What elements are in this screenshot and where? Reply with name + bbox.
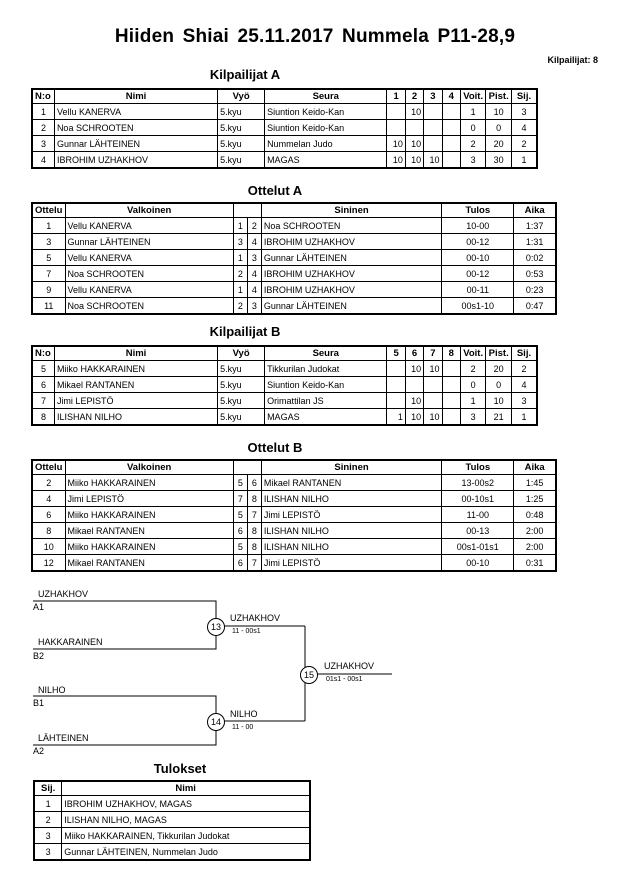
- match-time: 1:45: [514, 475, 556, 491]
- competitor-number: 6: [32, 377, 54, 393]
- wins-count: 3: [460, 409, 486, 426]
- wins-count: 0: [460, 120, 486, 136]
- placing: 1: [511, 409, 537, 426]
- col-r7: 7: [424, 346, 442, 361]
- blue-competitor: Gunnar LÄHTEINEN: [261, 298, 441, 315]
- col-no: N:o: [32, 89, 54, 104]
- final-place: 1: [34, 796, 62, 812]
- points-total: 10: [486, 104, 512, 120]
- match-number: 3: [32, 234, 65, 250]
- match-time: 1:25: [514, 491, 556, 507]
- blue-competitor: IBROHIM UZHAKHOV: [261, 282, 441, 298]
- blue-competitor: Mikael RANTANEN: [261, 475, 441, 491]
- competitor-name: Noa SCHROOTEN: [54, 120, 217, 136]
- points-total: 30: [486, 152, 512, 169]
- col-name: Nimi: [54, 346, 217, 361]
- match-result: 00s1-10: [442, 298, 514, 315]
- round-score: 10: [405, 152, 423, 169]
- match-time: 1:37: [514, 218, 556, 234]
- col-belt: Vyö: [218, 346, 265, 361]
- col-place: Sij.: [511, 89, 537, 104]
- col-name: Nimi: [62, 781, 310, 796]
- match-number: 11: [32, 298, 65, 315]
- round-score: 10: [405, 136, 423, 152]
- col-r8: 8: [442, 346, 460, 361]
- match-result: 00-12: [442, 234, 514, 250]
- col-result: Tulos: [442, 460, 514, 475]
- white-number: 5: [233, 507, 247, 523]
- white-number: 7: [233, 491, 247, 507]
- placing: 2: [511, 136, 537, 152]
- competitor-belt: 5.kyu: [218, 136, 265, 152]
- round-score: 10: [387, 136, 405, 152]
- white-competitor: Noa SCHROOTEN: [65, 298, 233, 315]
- col-points: Pist.: [486, 89, 512, 104]
- blue-number: 7: [247, 555, 261, 572]
- blue-number: 4: [247, 266, 261, 282]
- sf1-bottom-name: HAKKARAINEN: [38, 637, 103, 647]
- match-time: 0:31: [514, 555, 556, 572]
- col-time: Aika: [514, 460, 556, 475]
- col-points: Pist.: [486, 346, 512, 361]
- col-wins: Voit.: [460, 346, 486, 361]
- table-row: [34, 828, 310, 844]
- match-result: 13-00s2: [442, 475, 514, 491]
- match-time: 2:00: [514, 539, 556, 555]
- col-r3: 3: [424, 89, 442, 104]
- points-total: 0: [486, 377, 512, 393]
- sf1-score: 11 - 00s1: [232, 628, 261, 635]
- competitor-name: Vellu KANERVA: [54, 104, 217, 120]
- match-result: 00-13: [442, 523, 514, 539]
- col-r1: 1: [387, 89, 405, 104]
- competitor-name: Mikael RANTANEN: [54, 377, 217, 393]
- blue-competitor: IBROHIM UZHAKHOV: [261, 234, 441, 250]
- placing: 2: [511, 361, 537, 377]
- white-competitor: Jimi LEPISTÖ: [65, 491, 233, 507]
- match-number: 8: [32, 523, 65, 539]
- competitor-number: 5: [32, 361, 54, 377]
- col-time: Aika: [514, 203, 556, 218]
- blue-number: 4: [247, 282, 261, 298]
- sf2-bottom-seed: A2: [33, 746, 45, 756]
- competitor-club: Nummelan Judo: [265, 136, 387, 152]
- col-place: Sij.: [34, 781, 62, 796]
- round-score: 10: [424, 361, 442, 377]
- match-number: 4: [32, 491, 65, 507]
- sf2-top-seed: B1: [33, 698, 45, 708]
- match-number: 6: [32, 507, 65, 523]
- competitor-number: 2: [32, 120, 54, 136]
- competitor-name: ILISHAN NILHO: [54, 409, 217, 426]
- white-number: 2: [233, 266, 247, 282]
- final-place: 3: [34, 844, 62, 861]
- blue-number: 4: [247, 234, 261, 250]
- match-result: 11-00: [442, 507, 514, 523]
- blue-competitor: ILISHAN NILHO: [261, 539, 441, 555]
- competitor-name: Gunnar LÄHTEINEN: [54, 136, 217, 152]
- white-number: 1: [233, 250, 247, 266]
- col-place: Sij.: [511, 346, 537, 361]
- col-r4: 4: [442, 89, 460, 104]
- table-row: [34, 796, 310, 812]
- white-competitor: Gunnar LÄHTEINEN: [65, 234, 233, 250]
- placing: 4: [511, 120, 537, 136]
- competitor-club: Siuntion Keido-Kan: [265, 377, 387, 393]
- round-score: 10: [387, 152, 405, 169]
- round-score: 10: [405, 361, 423, 377]
- match-time: 0:23: [514, 282, 556, 298]
- match-time: 0:02: [514, 250, 556, 266]
- placing: 3: [511, 104, 537, 120]
- white-competitor: Miiko HAKKARAINEN: [65, 507, 233, 523]
- wins-count: 3: [460, 152, 486, 169]
- col-match: Ottelu: [32, 203, 65, 218]
- match-result: 00s1-01s1: [442, 539, 514, 555]
- final-place: 2: [34, 812, 62, 828]
- sf1-match-node: 13: [207, 618, 225, 636]
- wins-count: 1: [460, 104, 486, 120]
- col-wins: Voit.: [460, 89, 486, 104]
- competitor-belt: 5.kyu: [218, 152, 265, 169]
- blue-competitor: ILISHAN NILHO: [261, 491, 441, 507]
- round-score: 10: [424, 409, 442, 426]
- col-name: Nimi: [54, 89, 217, 104]
- blue-number: 2: [247, 218, 261, 234]
- match-result: 00-10s1: [442, 491, 514, 507]
- competitor-club: Tikkurilan Judokat: [265, 361, 387, 377]
- wins-count: 2: [460, 136, 486, 152]
- competitor-club: MAGAS: [265, 152, 387, 169]
- white-number: 5: [233, 475, 247, 491]
- competitor-belt: 5.kyu: [218, 409, 265, 426]
- blue-number: 7: [247, 507, 261, 523]
- col-r6: 6: [405, 346, 423, 361]
- blue-competitor: IBROHIM UZHAKHOV: [261, 266, 441, 282]
- col-r5: 5: [387, 346, 405, 361]
- match-result: 00-10: [442, 250, 514, 266]
- sf2-match-node: 14: [207, 713, 225, 731]
- white-number: 3: [233, 234, 247, 250]
- pool-a-heading: Kilpailijat A: [209, 67, 281, 82]
- col-club: Seura: [265, 346, 387, 361]
- col-r2: 2: [405, 89, 423, 104]
- points-total: 20: [486, 361, 512, 377]
- white-number: 2: [233, 298, 247, 315]
- round-score: 10: [405, 104, 423, 120]
- final-winner: UZHAKHOV: [324, 661, 375, 671]
- points-total: 0: [486, 120, 512, 136]
- competitor-number: 7: [32, 393, 54, 409]
- match-number: 1: [32, 218, 65, 234]
- results-heading: Tulokset: [153, 761, 207, 776]
- col-match: Ottelu: [32, 460, 65, 475]
- white-number: 6: [233, 555, 247, 572]
- competitor-name: Jimi LEPISTÖ: [54, 393, 217, 409]
- col-white: Valkoinen: [65, 460, 233, 475]
- white-competitor: Vellu KANERVA: [65, 250, 233, 266]
- final-name: Miiko HAKKARAINEN, Tikkurilan Judokat: [62, 828, 310, 844]
- match-result: 00-12: [442, 266, 514, 282]
- wins-count: 2: [460, 361, 486, 377]
- points-total: 20: [486, 136, 512, 152]
- blue-number: 3: [247, 250, 261, 266]
- col-no: N:o: [32, 346, 54, 361]
- col-result: Tulos: [442, 203, 514, 218]
- white-number: 1: [233, 218, 247, 234]
- page-title: Hiiden Shiai 25.11.2017 Nummela P11-28,9: [114, 26, 516, 47]
- sf2-winner: NILHO: [230, 709, 258, 719]
- white-competitor: Miiko HAKKARAINEN: [65, 475, 233, 491]
- competitor-club: Siuntion Keido-Kan: [265, 104, 387, 120]
- wins-count: 1: [460, 393, 486, 409]
- competitor-club: Orimattilan JS: [265, 393, 387, 409]
- matches-b-heading: Ottelut B: [247, 440, 303, 455]
- match-result: 00-10: [442, 555, 514, 572]
- table-row: [34, 844, 310, 861]
- blue-competitor: Noa SCHROOTEN: [261, 218, 441, 234]
- match-time: 2:00: [514, 523, 556, 539]
- match-number: 7: [32, 266, 65, 282]
- match-number: 5: [32, 250, 65, 266]
- sf1-top-seed: A1: [33, 602, 45, 612]
- white-competitor: Miiko HAKKARAINEN: [65, 539, 233, 555]
- table-row: [34, 812, 310, 828]
- placing: 3: [511, 393, 537, 409]
- match-time: 1:31: [514, 234, 556, 250]
- blue-number: 8: [247, 523, 261, 539]
- results-body: [34, 796, 310, 861]
- white-number: 6: [233, 523, 247, 539]
- competitor-number: 3: [32, 136, 54, 152]
- match-time: 0:48: [514, 507, 556, 523]
- blue-competitor: Jimi LEPISTÖ: [261, 555, 441, 572]
- points-total: 21: [486, 409, 512, 426]
- competitor-club: Siuntion Keido-Kan: [265, 120, 387, 136]
- match-result: 10-00: [442, 218, 514, 234]
- sf1-top-name: UZHAKHOV: [38, 589, 89, 599]
- competitor-belt: 5.kyu: [218, 377, 265, 393]
- blue-competitor: Jimi LEPISTÖ: [261, 507, 441, 523]
- blue-number: 8: [247, 491, 261, 507]
- blue-number: 3: [247, 298, 261, 315]
- col-blue: Sininen: [261, 460, 441, 475]
- match-number: 10: [32, 539, 65, 555]
- sf2-score: 11 - 00: [232, 724, 254, 731]
- pool-b-heading: Kilpailijat B: [209, 324, 281, 339]
- match-result: 00-11: [442, 282, 514, 298]
- white-number: 5: [233, 539, 247, 555]
- match-number: 9: [32, 282, 65, 298]
- competitor-count: Kilpailijat: 8: [547, 55, 598, 65]
- white-competitor: Vellu KANERVA: [65, 218, 233, 234]
- competitor-number: 8: [32, 409, 54, 426]
- blue-competitor: Gunnar LÄHTEINEN: [261, 250, 441, 266]
- match-time: 0:47: [514, 298, 556, 315]
- col-blue: Sininen: [261, 203, 441, 218]
- sf2-bottom-name: LÄHTEINEN: [38, 733, 89, 743]
- match-number: 12: [32, 555, 65, 572]
- white-competitor: Noa SCHROOTEN: [65, 266, 233, 282]
- points-total: 10: [486, 393, 512, 409]
- placing: 4: [511, 377, 537, 393]
- competitor-club: MAGAS: [265, 409, 387, 426]
- round-score: 10: [405, 409, 423, 426]
- final-place: 3: [34, 828, 62, 844]
- placing: 1: [511, 152, 537, 169]
- sf2-top-name: NILHO: [38, 685, 66, 695]
- final-match-node: 15: [300, 666, 318, 684]
- round-score: 10: [405, 393, 423, 409]
- competitor-name: IBROHIM UZHAKHOV: [54, 152, 217, 169]
- blue-competitor: ILISHAN NILHO: [261, 523, 441, 539]
- blue-number: 8: [247, 539, 261, 555]
- final-name: Gunnar LÄHTEINEN, Nummelan Judo: [62, 844, 310, 861]
- competitor-name: Miiko HAKKARAINEN: [54, 361, 217, 377]
- round-score: 10: [424, 152, 442, 169]
- competitor-belt: 5.kyu: [218, 393, 265, 409]
- white-number: 1: [233, 282, 247, 298]
- table-header: [34, 781, 310, 796]
- sf1-winner: UZHAKHOV: [230, 613, 281, 623]
- competitor-belt: 5.kyu: [218, 361, 265, 377]
- blue-number: 6: [247, 475, 261, 491]
- sf1-bottom-seed: B2: [33, 651, 45, 661]
- competitor-number: 4: [32, 152, 54, 169]
- wins-count: 0: [460, 377, 486, 393]
- white-competitor: Mikael RANTANEN: [65, 523, 233, 539]
- white-competitor: Mikael RANTANEN: [65, 555, 233, 572]
- round-score: 1: [387, 409, 405, 426]
- col-club: Seura: [265, 89, 387, 104]
- matches-a-heading: Ottelut A: [247, 183, 303, 198]
- competitor-belt: 5.kyu: [218, 104, 265, 120]
- results-table: [33, 780, 311, 861]
- match-number: 2: [32, 475, 65, 491]
- final-name: ILISHAN NILHO, MAGAS: [62, 812, 310, 828]
- competitor-number: 1: [32, 104, 54, 120]
- final-name: IBROHIM UZHAKHOV, MAGAS: [62, 796, 310, 812]
- col-belt: Vyö: [218, 89, 265, 104]
- match-time: 0:53: [514, 266, 556, 282]
- white-competitor: Vellu KANERVA: [65, 282, 233, 298]
- competitor-belt: 5.kyu: [218, 120, 265, 136]
- final-score: 01s1 - 00s1: [326, 676, 363, 683]
- col-white: Valkoinen: [65, 203, 233, 218]
